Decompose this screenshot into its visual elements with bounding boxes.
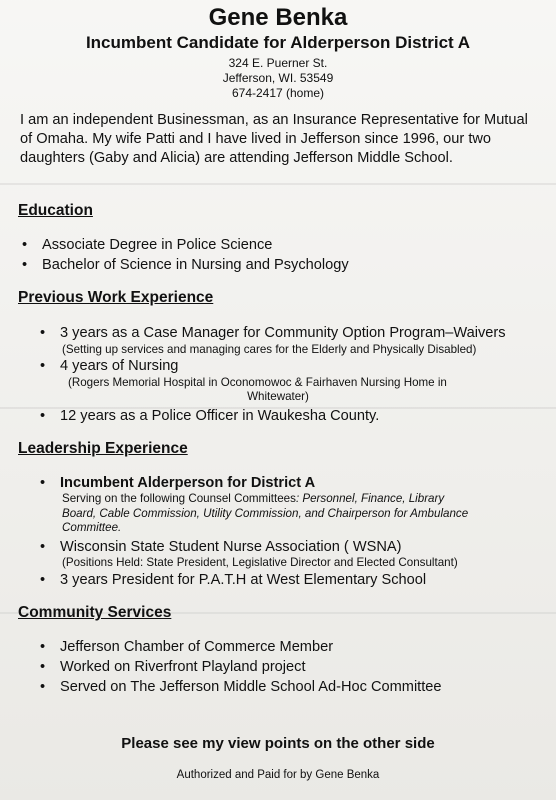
section-heading-education: Education — [18, 202, 93, 219]
section-heading-leadership: Leadership Experience — [18, 440, 188, 457]
list-item: • 12 years as a Police Officer in Waukesha County. — [40, 408, 380, 424]
list-item: • Associate Degree in Police Science — [22, 237, 273, 253]
address-city: Jefferson, WI. 53549 — [222, 71, 334, 85]
closing-note: Please see my view points on the other side — [121, 735, 435, 752]
address-street: 324 E. Puerner St. — [228, 56, 328, 70]
intro-paragraph: I am an independent Businessman, as an Insurance Representative for Mutual of Omaha. My wife Patti and I have lived in Jefferson since 1996, our two daughters (Gaby and Alicia) are attending Jefferson Middle School. — [20, 112, 528, 166]
list-item: • Wisconsin State Student Nurse Association ( WSNA) — [40, 539, 402, 555]
bullet-icon: • — [22, 257, 28, 273]
list-item-detail: Whitewater) — [247, 390, 309, 403]
list-item-detail: (Setting up services and managing cares for the Elderly and Physically Disabled) — [62, 343, 477, 356]
bullet-icon: • — [40, 679, 46, 695]
bullet-icon: • — [40, 408, 46, 424]
bullet-icon: • — [40, 325, 46, 341]
list-item-detail: (Positions Held: State President, Legislative Director and Elected Consultant) — [62, 556, 458, 569]
list-item-detail: (Rogers Memorial Hospital in Oconomowoc & Fairhaven Nursing Home in — [68, 376, 447, 389]
bullet-icon: • — [40, 659, 46, 675]
list-item: • Bachelor of Science in Nursing and Psychology — [22, 257, 349, 273]
section-heading-community: Community Services — [18, 604, 172, 621]
paper-fold — [0, 183, 556, 185]
list-item-detail: Committee. — [62, 521, 122, 534]
bullet-icon: • — [40, 539, 46, 555]
bullet-icon: • — [22, 237, 28, 253]
list-item-detail: Board, Cable Commission, Utility Commission, and Chairperson for Ambulance — [62, 507, 469, 520]
bullet-icon: • — [40, 639, 46, 655]
bullet-icon: • — [40, 572, 46, 588]
bullet-icon: • — [40, 358, 46, 374]
list-item: • Jefferson Chamber of Commerce Member — [40, 639, 334, 655]
list-item: • Worked on Riverfront Playland project — [40, 659, 306, 675]
bullet-icon: • — [40, 475, 46, 491]
phone-number: 674-2417 (home) — [231, 86, 325, 100]
authorization-line: Authorized and Paid for by Gene Benka — [176, 769, 380, 781]
list-item: • 4 years of Nursing — [40, 358, 179, 374]
list-item: • Served on The Jefferson Middle School Ad-Hoc Committee — [40, 679, 442, 695]
list-item: • 3 years President for P.A.T.H at West Elementary School — [40, 572, 427, 588]
list-item: • Incumbent Alderperson for District A — [40, 475, 316, 491]
candidate-name: Gene Benka — [208, 4, 348, 31]
list-item-detail: Serving on the following Counsel Committees: Personnel, Finance, Library — [62, 492, 445, 505]
candidate-subtitle: Incumbent Candidate for Alderperson District A — [85, 33, 471, 52]
section-heading-work: Previous Work Experience — [18, 289, 214, 306]
list-item: • 3 years as a Case Manager for Community Option Program–Waivers — [40, 325, 506, 341]
